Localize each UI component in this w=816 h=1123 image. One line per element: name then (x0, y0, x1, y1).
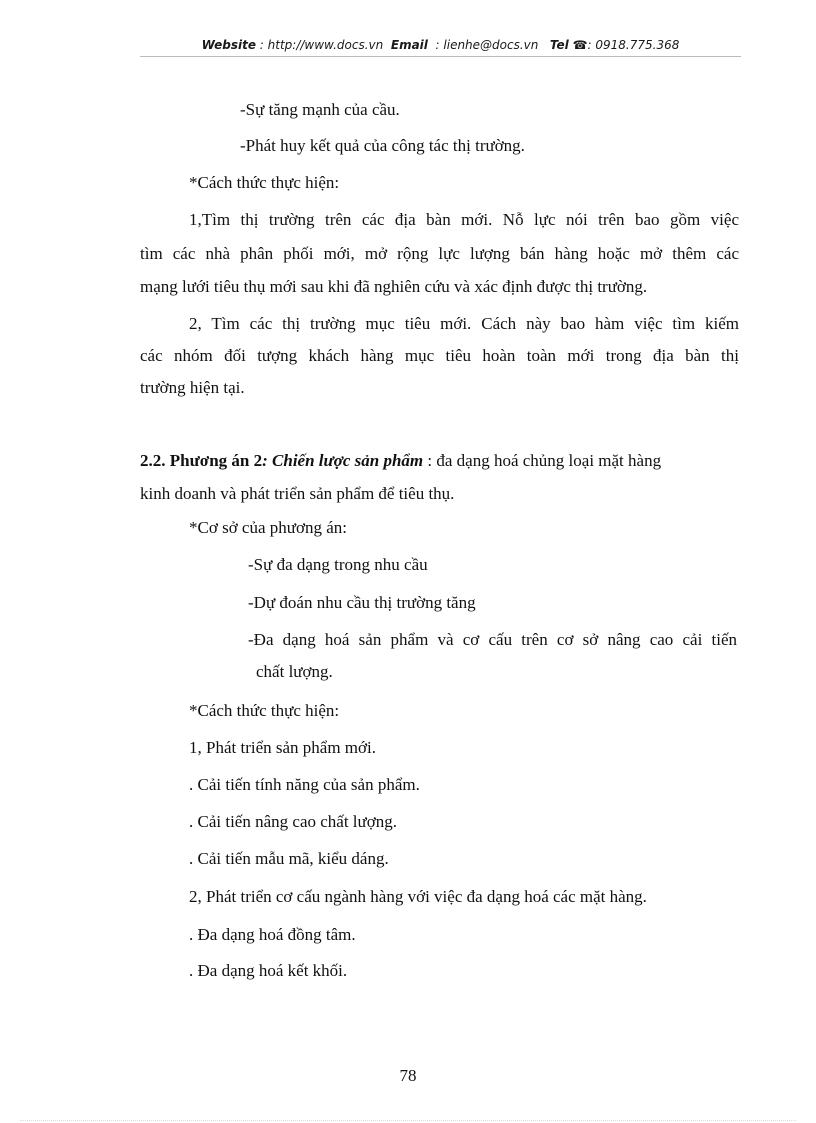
text-line: . Cải tiến mẫu mã, kiểu dáng. (189, 849, 389, 868)
text-line: -Phát huy kết quả của công tác thị trường. (240, 136, 525, 155)
section-heading (140, 451, 661, 471)
tel-value: : 0918.775.368 (587, 38, 680, 52)
text-line: mạng lưới tiêu thụ mới sau khi đã nghiên cứu và xác định được thị trường. (140, 277, 648, 296)
text-line: chất lượng. (256, 662, 333, 681)
email-label: Email (390, 38, 428, 52)
text-line: 1, Phát triển sản phẩm mới. (189, 738, 376, 757)
text-line: . Đa dạng hoá đồng tâm. (189, 925, 356, 944)
text-line: -Dự đoán nhu cầu thị trường tăng (248, 593, 476, 612)
email-value: : lienhe@docs.vn (435, 38, 539, 52)
phone-icon: ☎ (572, 38, 588, 52)
website-label: Website (201, 38, 256, 52)
text-line: *Cách thức thực hiện: (189, 701, 340, 720)
page-bottom-edge (20, 1120, 796, 1121)
page-number: 78 (399, 1066, 417, 1085)
text-line: 2, Tìm các thị trường mục tiêu mới. Cách này bao hàm việc tìm kiếm (189, 314, 739, 333)
text-line: *Cách thức thực hiện: (189, 173, 340, 192)
section-desc: : đa dạng hoá chủng loại mặt hàng (423, 451, 662, 470)
text-line: -Đa dạng hoá sản phẩm và cơ cấu trên cơ sở nâng cao cải tiến (248, 630, 737, 649)
text-line: 1,Tìm thị trường trên các địa bàn mới. Nỗ lực nói trên bao gồm việc (189, 210, 739, 229)
tel-label: Tel (549, 38, 569, 52)
text-line: kinh doanh và phát triển sản phẩm để tiêu thụ. (140, 484, 455, 503)
text-line: . Đa dạng hoá kết khối. (189, 961, 348, 980)
text-line: . Cải tiến nâng cao chất lượng. (189, 812, 397, 831)
text-line: 2, Phát triển cơ cấu ngành hàng với việc đa dạng hoá các mặt hàng. (189, 887, 647, 906)
page-header (140, 38, 741, 52)
text-line: tìm các nhà phân phối mới, mở rộng lực lượng bán hàng hoặc mở thêm các (140, 244, 739, 263)
text-line: . Cải tiến tính năng của sản phẩm. (189, 775, 420, 794)
section-title: : Chiến lược sản phẩm (262, 451, 424, 470)
text-line: các nhóm đối tượng khách hàng mục tiêu hoàn toàn mới trong địa bàn thị (140, 346, 739, 365)
text-line: -Sự tăng mạnh của cầu. (240, 100, 400, 119)
website-value: : http://www.docs.vn (259, 38, 384, 52)
text-line: -Sự đa dạng trong nhu cầu (248, 555, 428, 574)
text-line: *Cơ sở của phương án: (189, 518, 347, 537)
text-line: trường hiện tại. (140, 378, 245, 397)
header-divider (140, 56, 741, 57)
section-number: 2.2. Phương án 2 (140, 451, 263, 470)
